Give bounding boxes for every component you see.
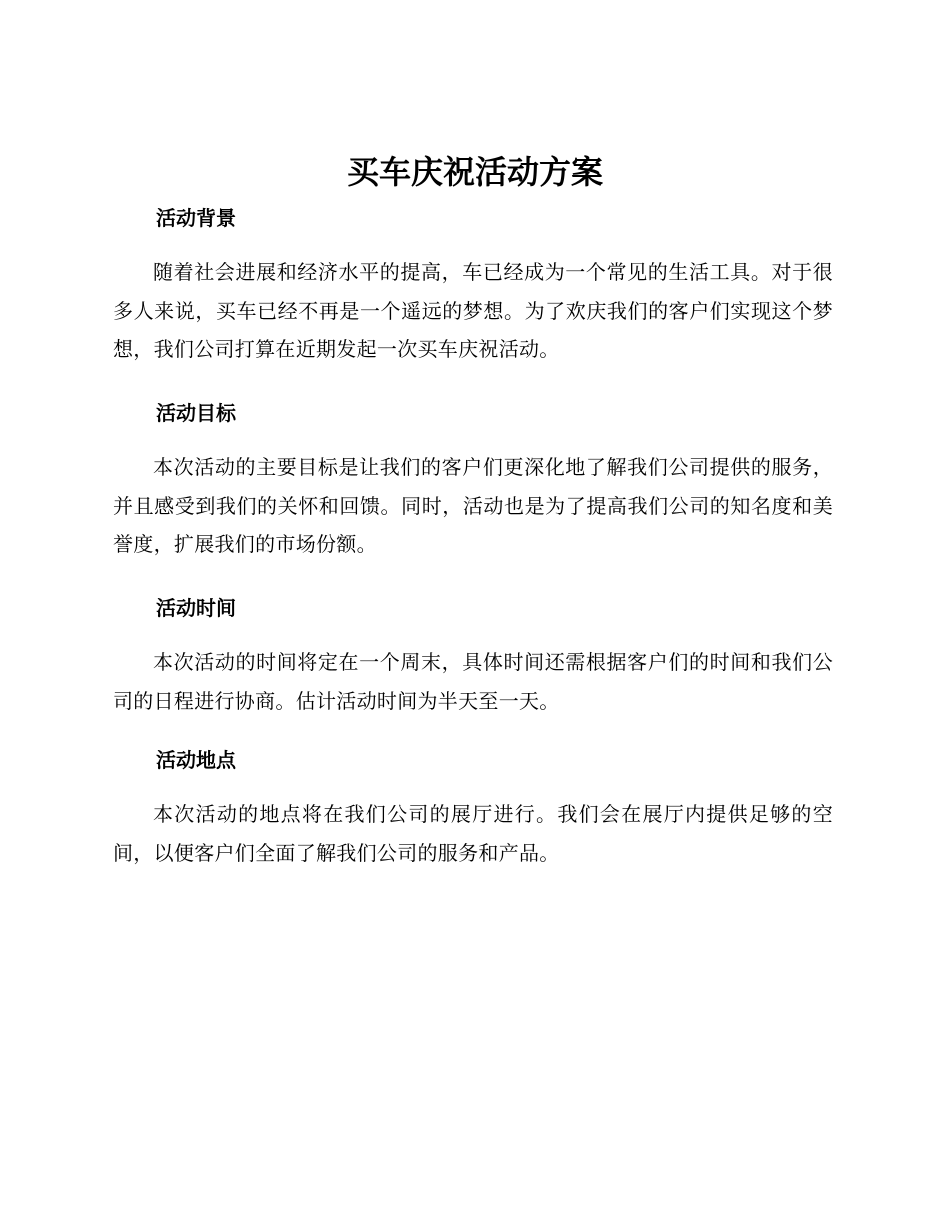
section-goal	[113, 400, 833, 564]
section-paragraph: 本次活动的地点将在我们公司的展厅进行。我们会在展厅内提供足够的空间，以便客户们全面了解我们公司的服务和产品。	[113, 802, 833, 865]
section-heading: 活动时间	[156, 596, 236, 620]
section-time	[113, 595, 833, 720]
section-heading: 活动目标	[156, 401, 236, 425]
section-heading: 活动背景	[156, 206, 236, 230]
section-heading: 活动地点	[156, 748, 236, 772]
document-title: 买车庆祝活动方案	[346, 153, 603, 191]
section-paragraph: 本次活动的时间将定在一个周末，具体时间还需根据客户们的时间和我们公司的日程进行协商。估计活动时间为半天至一天。	[113, 650, 833, 713]
section-paragraph: 本次活动的主要目标是让我们的客户们更深化地了解我们公司提供的服务，并且感受到我们的关怀和回馈。同时，活动也是为了提高我们公司的知名度和美誉度，扩展我们的市场份额。	[113, 455, 833, 556]
section-background	[113, 205, 833, 369]
section-paragraph: 随着社会进展和经济水平的提高，车已经成为一个常见的生活工具。对于很多人来说，买车已经不再是一个遥远的梦想。为了欢庆我们的客户们实现这个梦想，我们公司打算在近期发起一次买车庆祝活动。	[113, 260, 833, 361]
section-location	[113, 747, 833, 872]
